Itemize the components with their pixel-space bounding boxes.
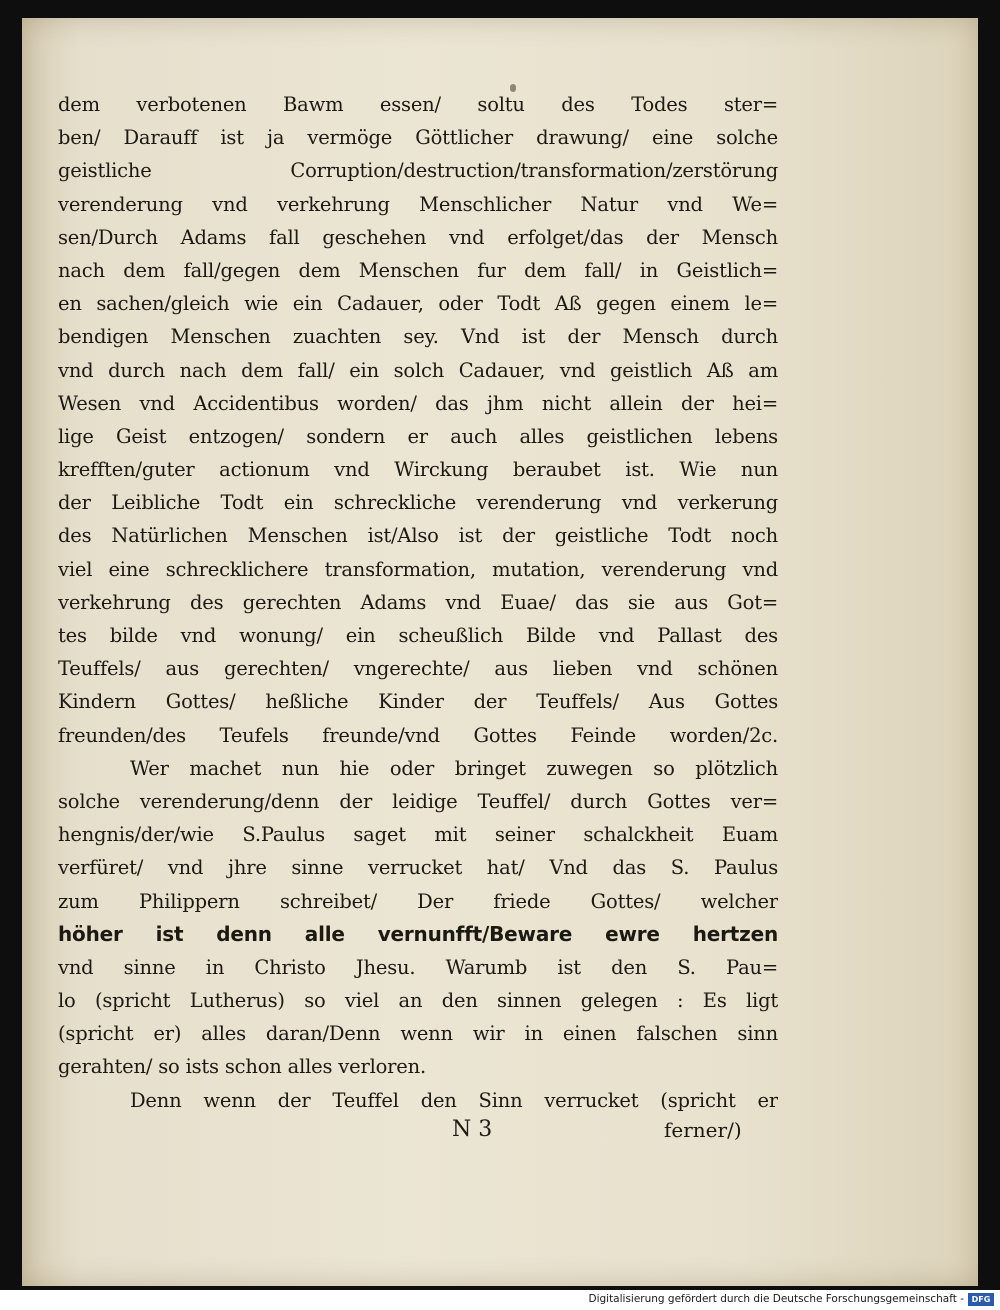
text-line: en sachen/gleich wie ein Cadauer, oder Todt Aß gegen einem le= [58, 292, 778, 316]
text-line: bendigen Menschen zuachten sey. Vnd ist der Mensch durch [58, 325, 778, 349]
footer-credit: Digitalisierung gefördert durch die Deutsche Forschungsgemeinschaft - [588, 1293, 964, 1305]
text-line: vnd durch nach dem fall/ ein solch Cadauer, vnd geistlich Aß am [58, 358, 778, 382]
text-line: Wesen vnd Accidentibus worden/ das jhm nicht allein der hei= [58, 391, 778, 415]
text-line: verenderung vnd verkehrung Menschlicher Natur vnd We= [58, 192, 778, 216]
text-line: lo (spricht Lutherus) so viel an den sinnen gelegen : Es ligt [58, 989, 778, 1013]
text-line: hengnis/der/wie S.Paulus saget mit seiner schalckheit Euam [58, 823, 778, 847]
text-line: zum Philippern schreibet/ Der friede Gottes/ welcher [58, 889, 778, 913]
text-line: lige Geist entzogen/ sondern er auch alles geistlichen lebens [58, 424, 778, 448]
text-line: freunden/des Teufels freunde/vnd Gottes Feinde worden/2c. [58, 723, 778, 747]
text-line: dem verbotenen Bawm essen/ soltu des Todes ster= [58, 93, 778, 116]
text-line: geistliche Corruption/destruction/transformation/zerstörung [58, 159, 778, 183]
text-line: der Leibliche Todt ein schreckliche verenderung vnd verkerung [58, 491, 778, 515]
signature-mark: N 3 [452, 1117, 493, 1142]
paragraph-start-line: Wer machet nun hie oder bringet zuwegen so plötzlich [130, 756, 778, 780]
text-line: tes bilde vnd wonung/ ein scheußlich Bilde vnd Pallast des [58, 624, 778, 647]
text-line: gerahten/ so ists schon alles verloren. [58, 1055, 426, 1079]
text-line: (spricht er) alles daran/Denn wenn wir in einen falschen sinn [58, 1022, 778, 1046]
quotation-line: höher ist denn alle vernunfft/Beware ewre hertzen [58, 921, 778, 946]
text-line: verfüret/ vnd jhre sinne verrucket hat/ Vnd das S. Paulus [58, 856, 778, 880]
text-line: nach dem fall/gegen dem Menschen fur dem fall/ in Geistlich= [58, 258, 778, 282]
text-line: viel eine schrecklichere transformation, mutation, verenderung vnd [58, 557, 778, 581]
text-line: vnd sinne in Christo Jhesu. Warumb ist den S. Pau= [58, 955, 778, 979]
text-line: ben/ Darauff ist ja vermöge Göttlicher drawung/ eine solche [58, 126, 778, 150]
catchword: ferner/) [664, 1118, 742, 1142]
text-line: des Natürlichen Menschen ist/Also ist der geistliche Todt noch [58, 524, 778, 548]
text-line: krefften/guter actionum vnd Wirckung beraubet ist. Wie nun [58, 458, 778, 482]
footer-bar [0, 1290, 1000, 1310]
text-line: Kindern Gottes/ heßliche Kinder der Teuffels/ Aus Gottes [58, 690, 778, 714]
paragraph-start-line: Denn wenn der Teuffel den Sinn verrucket (spricht er [130, 1088, 778, 1112]
page-text [58, 88, 778, 1117]
text-line: verkehrung des gerechten Adams vnd Euae/ das sie aus Got= [58, 590, 778, 614]
text-line: Teuffels/ aus gerechten/ vngerechte/ aus lieben vnd schönen [58, 657, 778, 681]
text-line: sen/Durch Adams fall geschehen vnd erfolget/das der Mensch [58, 225, 778, 249]
dfg-logo: DFG [968, 1293, 994, 1306]
text-line: solche verenderung/denn der leidige Teuffel/ durch Gottes ver= [58, 789, 778, 813]
